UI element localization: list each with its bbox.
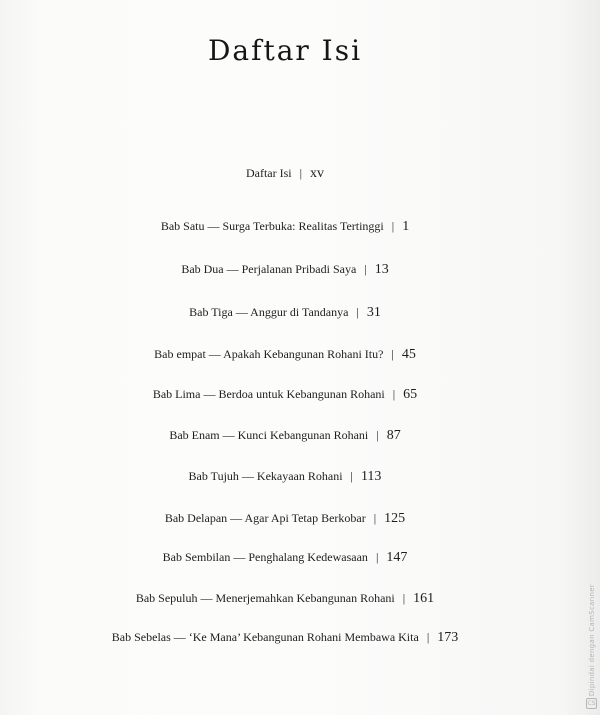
toc-entry-label: Bab Delapan — Agar Api Tetap Berkobar	[164, 511, 366, 525]
toc-entry-chapter-7	[0, 469, 570, 485]
toc-entry-chapter-10	[0, 591, 570, 607]
page-title: Daftar Isi	[207, 34, 363, 67]
toc-entry-label: Bab Lima — Berdoa untuk Kebangunan Rohani	[152, 387, 385, 401]
scanner-logo-icon: CS	[587, 700, 596, 707]
toc-entry-label: Bab Tiga — Anggur di Tandanya	[189, 305, 349, 319]
toc-entry-chapter-2	[0, 262, 570, 278]
toc-separator: |	[392, 387, 396, 401]
toc-page-number: 45	[401, 347, 416, 362]
toc-page-number: 125	[384, 511, 406, 526]
toc-entry-chapter-9	[0, 550, 570, 566]
toc-page-number: 113	[360, 469, 382, 484]
toc-entry-label: Bab Sepuluh — Menerjemahkan Kebangunan Rohani	[135, 591, 395, 605]
toc-entry-label: Bab Tujuh — Kekayaan Rohani	[188, 469, 343, 483]
toc-entry-label: Bab Sembilan — Penghalang Kedewasaan	[162, 550, 368, 564]
toc-entry-label: Bab empat — Apakah Kebangunan Rohani Itu?	[154, 347, 384, 361]
toc-separator: |	[350, 469, 353, 483]
toc-entry-chapter-4	[0, 347, 570, 363]
toc-entry-label: Daftar Isi	[245, 166, 292, 180]
toc-page-number: 147	[386, 550, 408, 565]
toc-page-number: 31	[366, 305, 381, 320]
toc-entry-chapter-1	[0, 219, 570, 235]
toc-entry-chapter-11	[0, 630, 570, 646]
toc-separator: |	[364, 262, 367, 276]
toc-separator: |	[426, 630, 430, 644]
toc-entry-chapter-3	[0, 305, 570, 321]
toc-entry-label: Bab Enam — Kunci Kebangunan Rohani	[169, 428, 369, 442]
toc-entry-label: Bab Dua — Perjalanan Pribadi Saya	[181, 262, 357, 276]
toc-page-number: 13	[374, 262, 389, 277]
toc-entry-chapter-8	[0, 511, 570, 527]
toc-separator: |	[299, 166, 303, 180]
toc-entry-label: Bab Satu — Surga Terbuka: Realitas Tertinggi	[160, 219, 384, 233]
toc-entry-label: Bab Sebelas — ‘Ke Mana’ Kebangunan Rohani Membawa Kita	[111, 630, 419, 644]
toc-entry-chapter-6	[0, 428, 570, 444]
toc-page-number: 1	[402, 219, 410, 234]
toc-page-number: 173	[437, 630, 459, 645]
scanner-watermark: Dipindai dengan CamScanner	[588, 584, 596, 697]
toc-page-number: 87	[386, 428, 401, 443]
toc-entry-front-matter	[0, 166, 570, 182]
toc-separator: |	[373, 511, 377, 525]
toc-separator: |	[402, 591, 406, 605]
toc-page-number: 161	[413, 591, 435, 606]
toc-separator: |	[391, 219, 395, 233]
toc-separator: |	[376, 428, 379, 442]
toc-separator: |	[356, 305, 359, 319]
toc-separator: |	[375, 550, 379, 564]
toc-separator: |	[391, 347, 394, 361]
toc-page-number: 65	[403, 387, 418, 402]
toc-page-number: xv	[310, 166, 325, 181]
toc-entry-chapter-5	[0, 387, 570, 403]
